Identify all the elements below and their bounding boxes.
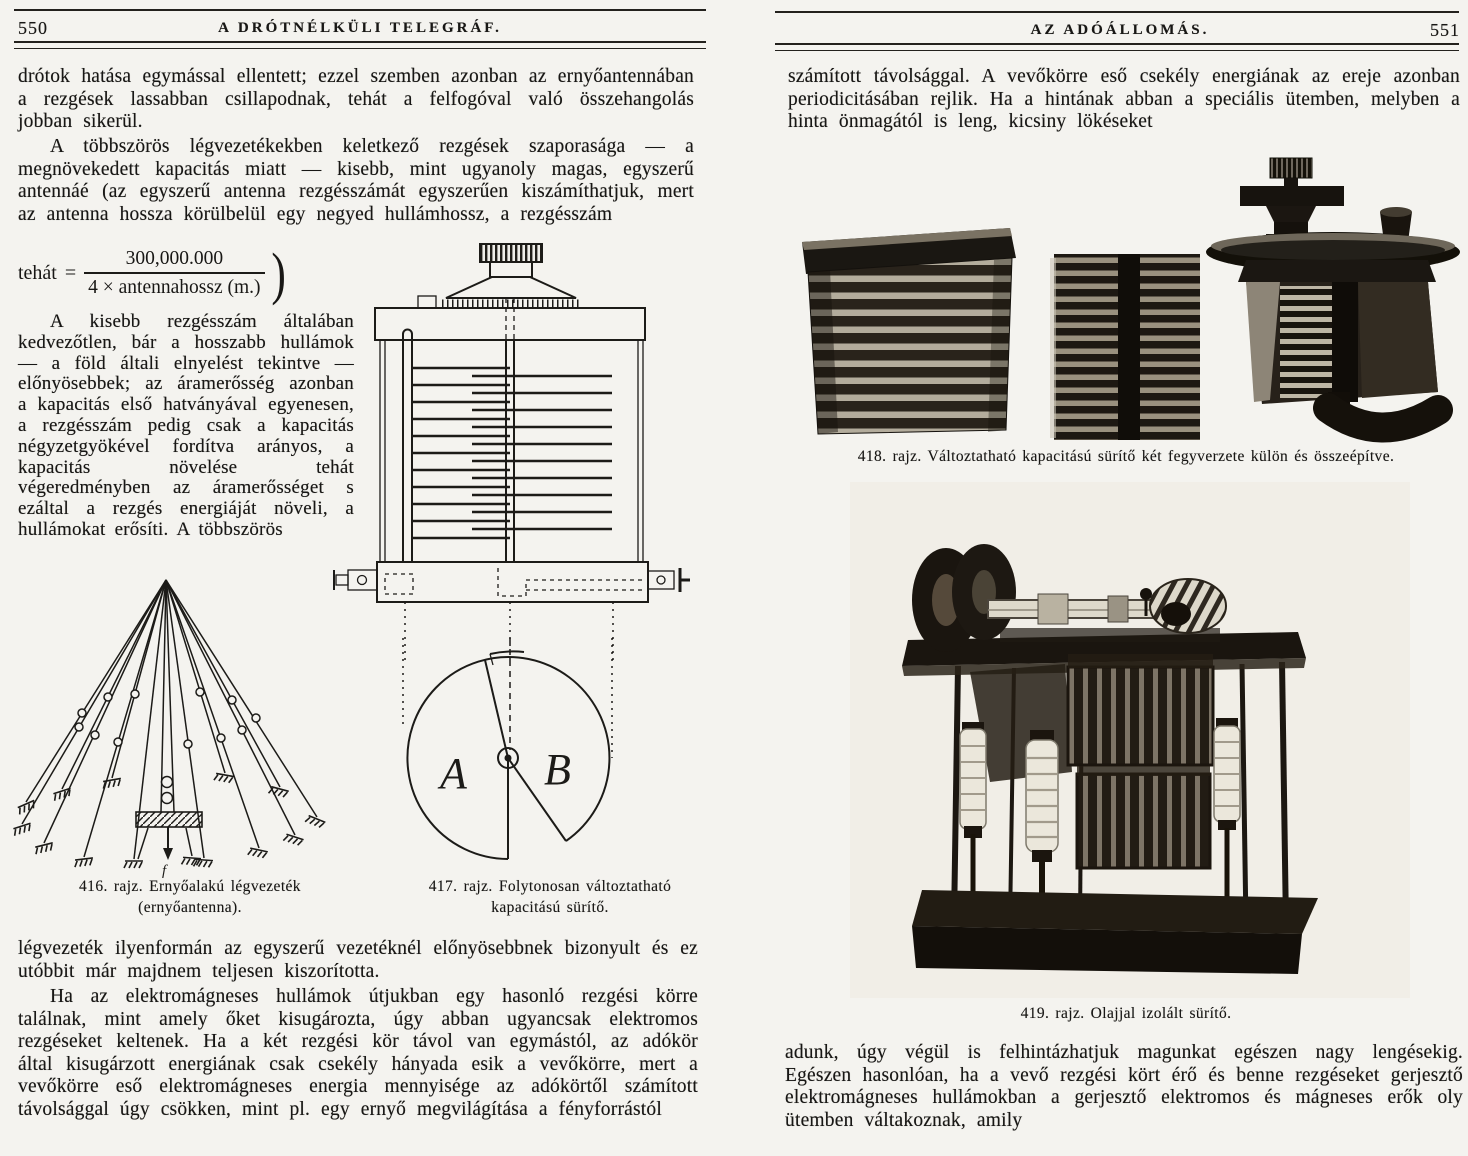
condenser-top-knob	[442, 244, 580, 304]
wire-insulator-beads	[75, 688, 260, 804]
left-page-number: 550	[18, 18, 48, 38]
right-page-number: 551	[1430, 20, 1460, 40]
condenser-base-bar	[334, 562, 690, 602]
fig416-caption-line1: 416. rajz. Ernyőalakú légvezeték	[79, 878, 301, 895]
figure-418-photo-condenser-armatures	[788, 146, 1464, 442]
left-header-rule-2	[14, 48, 706, 49]
figure-417-rotary-condenser	[392, 638, 704, 876]
right-header-rule-2	[775, 50, 1459, 51]
formula-numerator: 300,000.000	[125, 248, 224, 269]
formula-fraction	[84, 247, 264, 300]
coil-cylinder	[1150, 579, 1226, 633]
fig417-plates	[407, 651, 609, 859]
right-top-rule	[775, 11, 1459, 13]
armature-left-stack	[802, 228, 1016, 434]
left-paragraph-2: A többszörös légvezetékekben keletkező rezgések szaporasága — a megnövekedett kapacitás miatt — kisebb, mint ugyanoly magas, egyszerű antennáé (az egyszerű antenna rezgésszámát egyszerűen kiszámíthatjuk, mert az antenna hossza körülbelül egy negyed hullámhossz, a rezgésszám	[18, 136, 694, 225]
formula-denominator: 4 × antennahossz (m.)	[88, 277, 261, 298]
fig419-caption: 419. rajz. Olajjal izolált sürítő.	[1020, 1005, 1232, 1022]
left-paragraph-1: drótok hatása egymással ellentett; ezzel szemben azonban az ernyőantennában a rezgések lassabban csillapodnak, tehát a felfogóval való összehangolás jobban sikerül.	[18, 66, 694, 133]
formula-oscillation-frequency	[18, 240, 288, 306]
figure-plate-condenser-drawing	[330, 228, 710, 663]
left-paragraph-4: légvezeték ilyenformán az egyszerű vezetéknél előnyösebbnek bizonyult és ez utóbbit már majdnem teljesen kiszorította.	[18, 938, 698, 982]
left-top-rule	[14, 9, 706, 11]
right-header-rule-1	[775, 43, 1459, 45]
fig416-caption-line2: (ernyőantenna).	[138, 899, 242, 916]
right-running-title: AZ ADÓÁLLOMÁS.	[1030, 22, 1210, 38]
right-paragraph-1: számított távolsággal. A vevőkörre eső csekély energiának az ereje azonban periodicitásában rejlik. Ha a hintának abban a speciális ütemben, melyben a hinta önmagától is leng, kicsiny lökéseket	[788, 66, 1460, 133]
formula-equals: =	[64, 262, 77, 284]
base-slab	[912, 890, 1318, 974]
figure-416-umbrella-antenna	[10, 572, 360, 882]
condenser-plates	[411, 368, 612, 538]
armature-middle-fins	[1050, 254, 1200, 440]
armature-assembled-unit	[1206, 158, 1460, 428]
left-header-rule-1	[14, 41, 706, 43]
fig417-caption-line2: kapacitású sürítő.	[491, 899, 609, 916]
fig417-caption-line1: 417. rajz. Folytonosan változtatható	[428, 878, 672, 895]
right-paragraph-2: adunk, úgy végül is felhintázhatjuk magunkat egészen nagy lengésekig. Egészen hasonlóan, ha a vevő rezgési kört érő és benne rezgéseket gerjesztő elektromágneses hullámokban a gerjesztő elektromos és mágneses erők oly ütemben váltakoznak, amily	[785, 1042, 1463, 1131]
left-paragraph-5: Ha az elektromágneses hullámok útjukban egy hasonló rezgési körre találnak, mint amely őket kisugározta, úgy abban ugyancsak elektromos rezgéseket keltenek. Ha a két rezgési kör távol van egymástól, az adókör által kisugárzott energiának csak csekély hányada esik a vevőkörre, mert a vevőkörre eső elektromágneses energia mennyisége az adókörtől számított távolsággal úgy csökken, mint pl. egy ernyő megvilágítása a fényforrástól	[18, 986, 698, 1120]
fig418-caption: 418. rajz. Változtatható kapacitású sürítő két fegyverzete külön és összeépítve.	[857, 448, 1395, 465]
fig416-label-f: f	[162, 863, 167, 879]
fig417-label-b: B	[544, 745, 571, 794]
formula-lhs: tehát	[18, 262, 57, 284]
figure-419-photo-oil-condenser	[850, 482, 1410, 998]
left-paragraph-3: A kisebb rezgésszám általában kedvezőtlen, bár a hosszabb hullámok — a föld általi elnyelést tekintve — előnyösebbek; az áramerősség azonban a kapacitás első hatványával egyenesen, a rezgésszám pedig csak a kapacitás négyzetgyökével fordítva arányos, a kapacitás növelése tehát végeredményben az áramerősséget s ezáltal a rezgés energiáját növeli, a hullámokat erősíti. A többszörös	[18, 311, 354, 540]
formula-closing-paren: )	[270, 240, 286, 306]
left-running-title: A DRÓTNÉLKÜLI TELEGRÁF.	[218, 20, 502, 36]
fig417-caption	[395, 876, 705, 918]
fig417-label-a: A	[440, 749, 467, 798]
fig416-caption	[30, 876, 350, 918]
